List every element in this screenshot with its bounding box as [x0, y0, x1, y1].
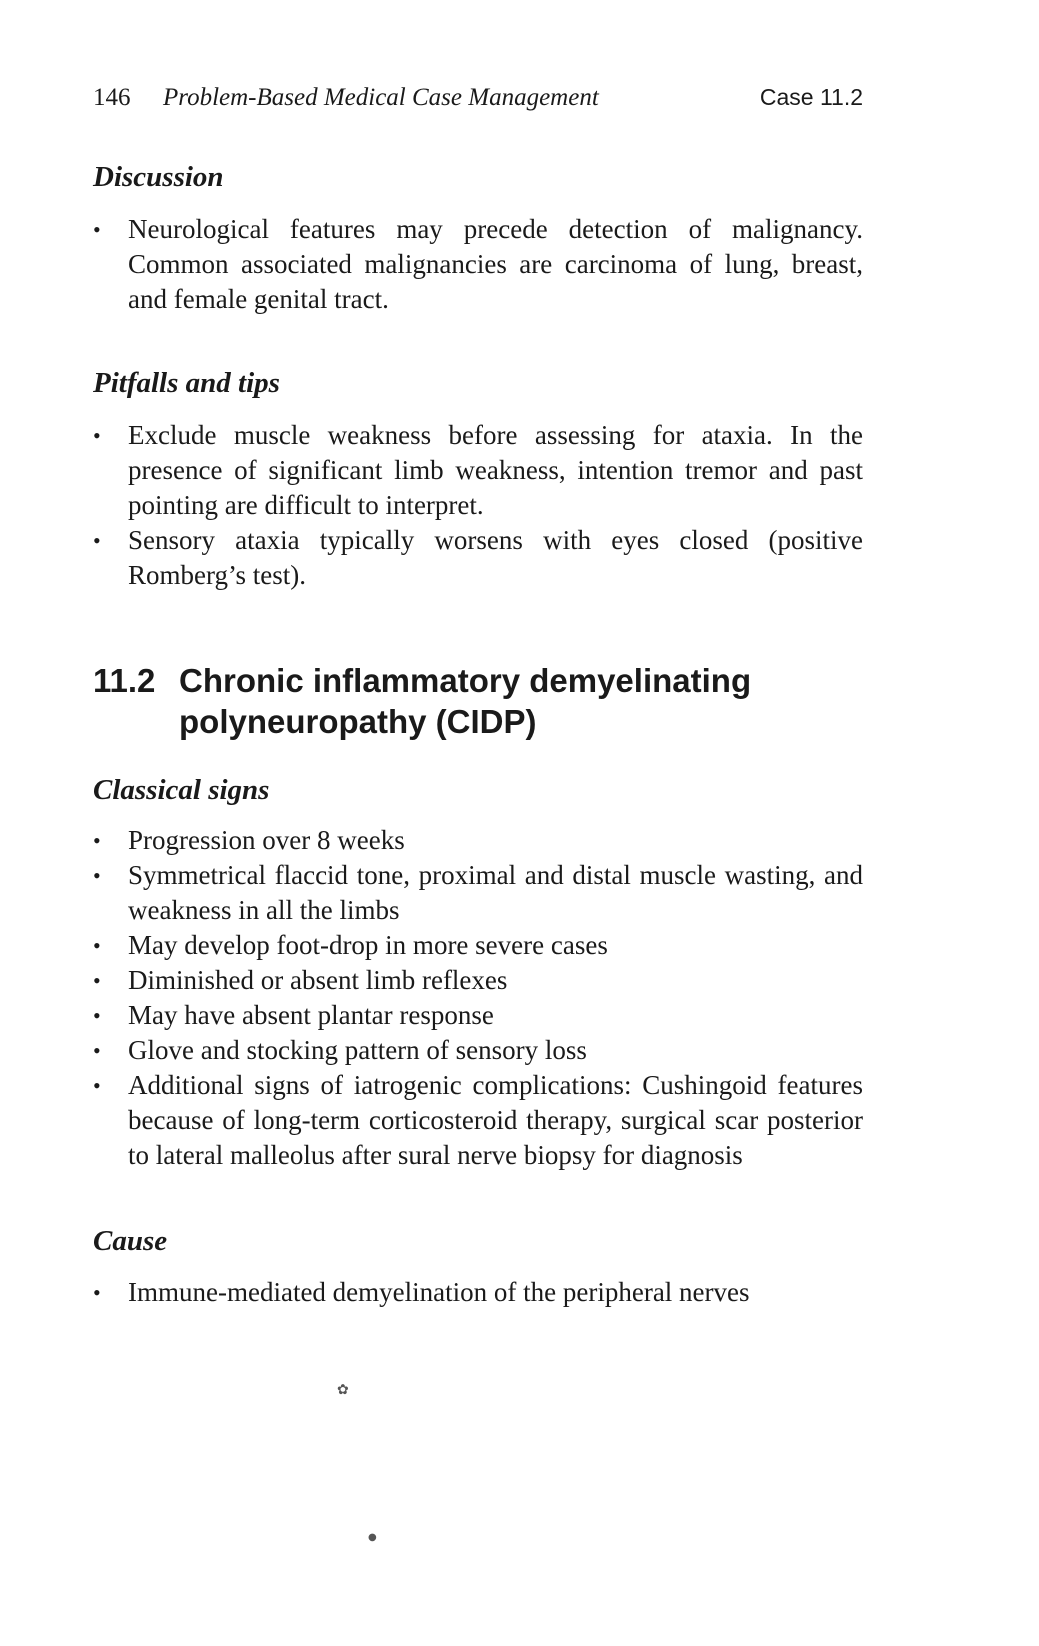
cause-heading: Cause — [93, 1225, 168, 1258]
list-item: • Neurological features may precede detection of malignancy. Common associated malignancies are carcinoma of lung, breast, and female genital tract. — [93, 212, 863, 317]
list-item: • May develop foot-drop in more severe cases — [93, 928, 863, 963]
chapter-title: Chronic inflammatory demyelinating polyneuropathy (CIDP) — [179, 661, 752, 740]
pitfalls-heading: Pitfalls and tips — [93, 366, 280, 399]
pitfalls-list — [93, 418, 863, 593]
list-item: • Sensory ataxia typically worsens with eyes closed (positive Romberg’s test). — [93, 523, 863, 593]
chapter-heading — [93, 660, 863, 742]
scan-speck-icon: ✿ — [337, 1382, 349, 1398]
page-number: 146 — [93, 84, 131, 111]
case-reference: Case 11.2 — [759, 84, 863, 110]
discussion-list — [93, 212, 863, 317]
list-item: • Immune-mediated demyelination of the peripheral nerves — [93, 1275, 863, 1310]
list-item: • Additional signs of iatrogenic complications: Cushingoid features because of long-term corticosteroid therapy, surgical scar posterior to lateral malleolus after sural nerve biopsy for diagnosis — [93, 1068, 863, 1173]
classical-signs-heading: Classical signs — [93, 773, 270, 806]
book-page — [93, 78, 863, 1310]
running-head — [93, 78, 863, 118]
list-item: • Glove and stocking pattern of sensory loss — [93, 1033, 863, 1068]
classical-signs-list — [93, 823, 863, 1173]
list-item: • Diminished or absent limb reflexes — [93, 963, 863, 998]
chapter-number: 11.2 — [93, 661, 156, 699]
scan-speck-icon: ● — [368, 1532, 377, 1543]
book-title: Problem-Based Medical Case Management — [163, 84, 599, 111]
list-item: • Exclude muscle weakness before assessing for ataxia. In the presence of significant limb weakness, intention tremor and past pointing are difficult to interpret. — [93, 418, 863, 523]
cause-list — [93, 1275, 863, 1310]
list-item: • Symmetrical flaccid tone, proximal and distal muscle wasting, and weakness in all the limbs — [93, 858, 863, 928]
list-item: • Progression over 8 weeks — [93, 823, 863, 858]
list-item: • May have absent plantar response — [93, 998, 863, 1033]
discussion-heading: Discussion — [93, 161, 224, 193]
